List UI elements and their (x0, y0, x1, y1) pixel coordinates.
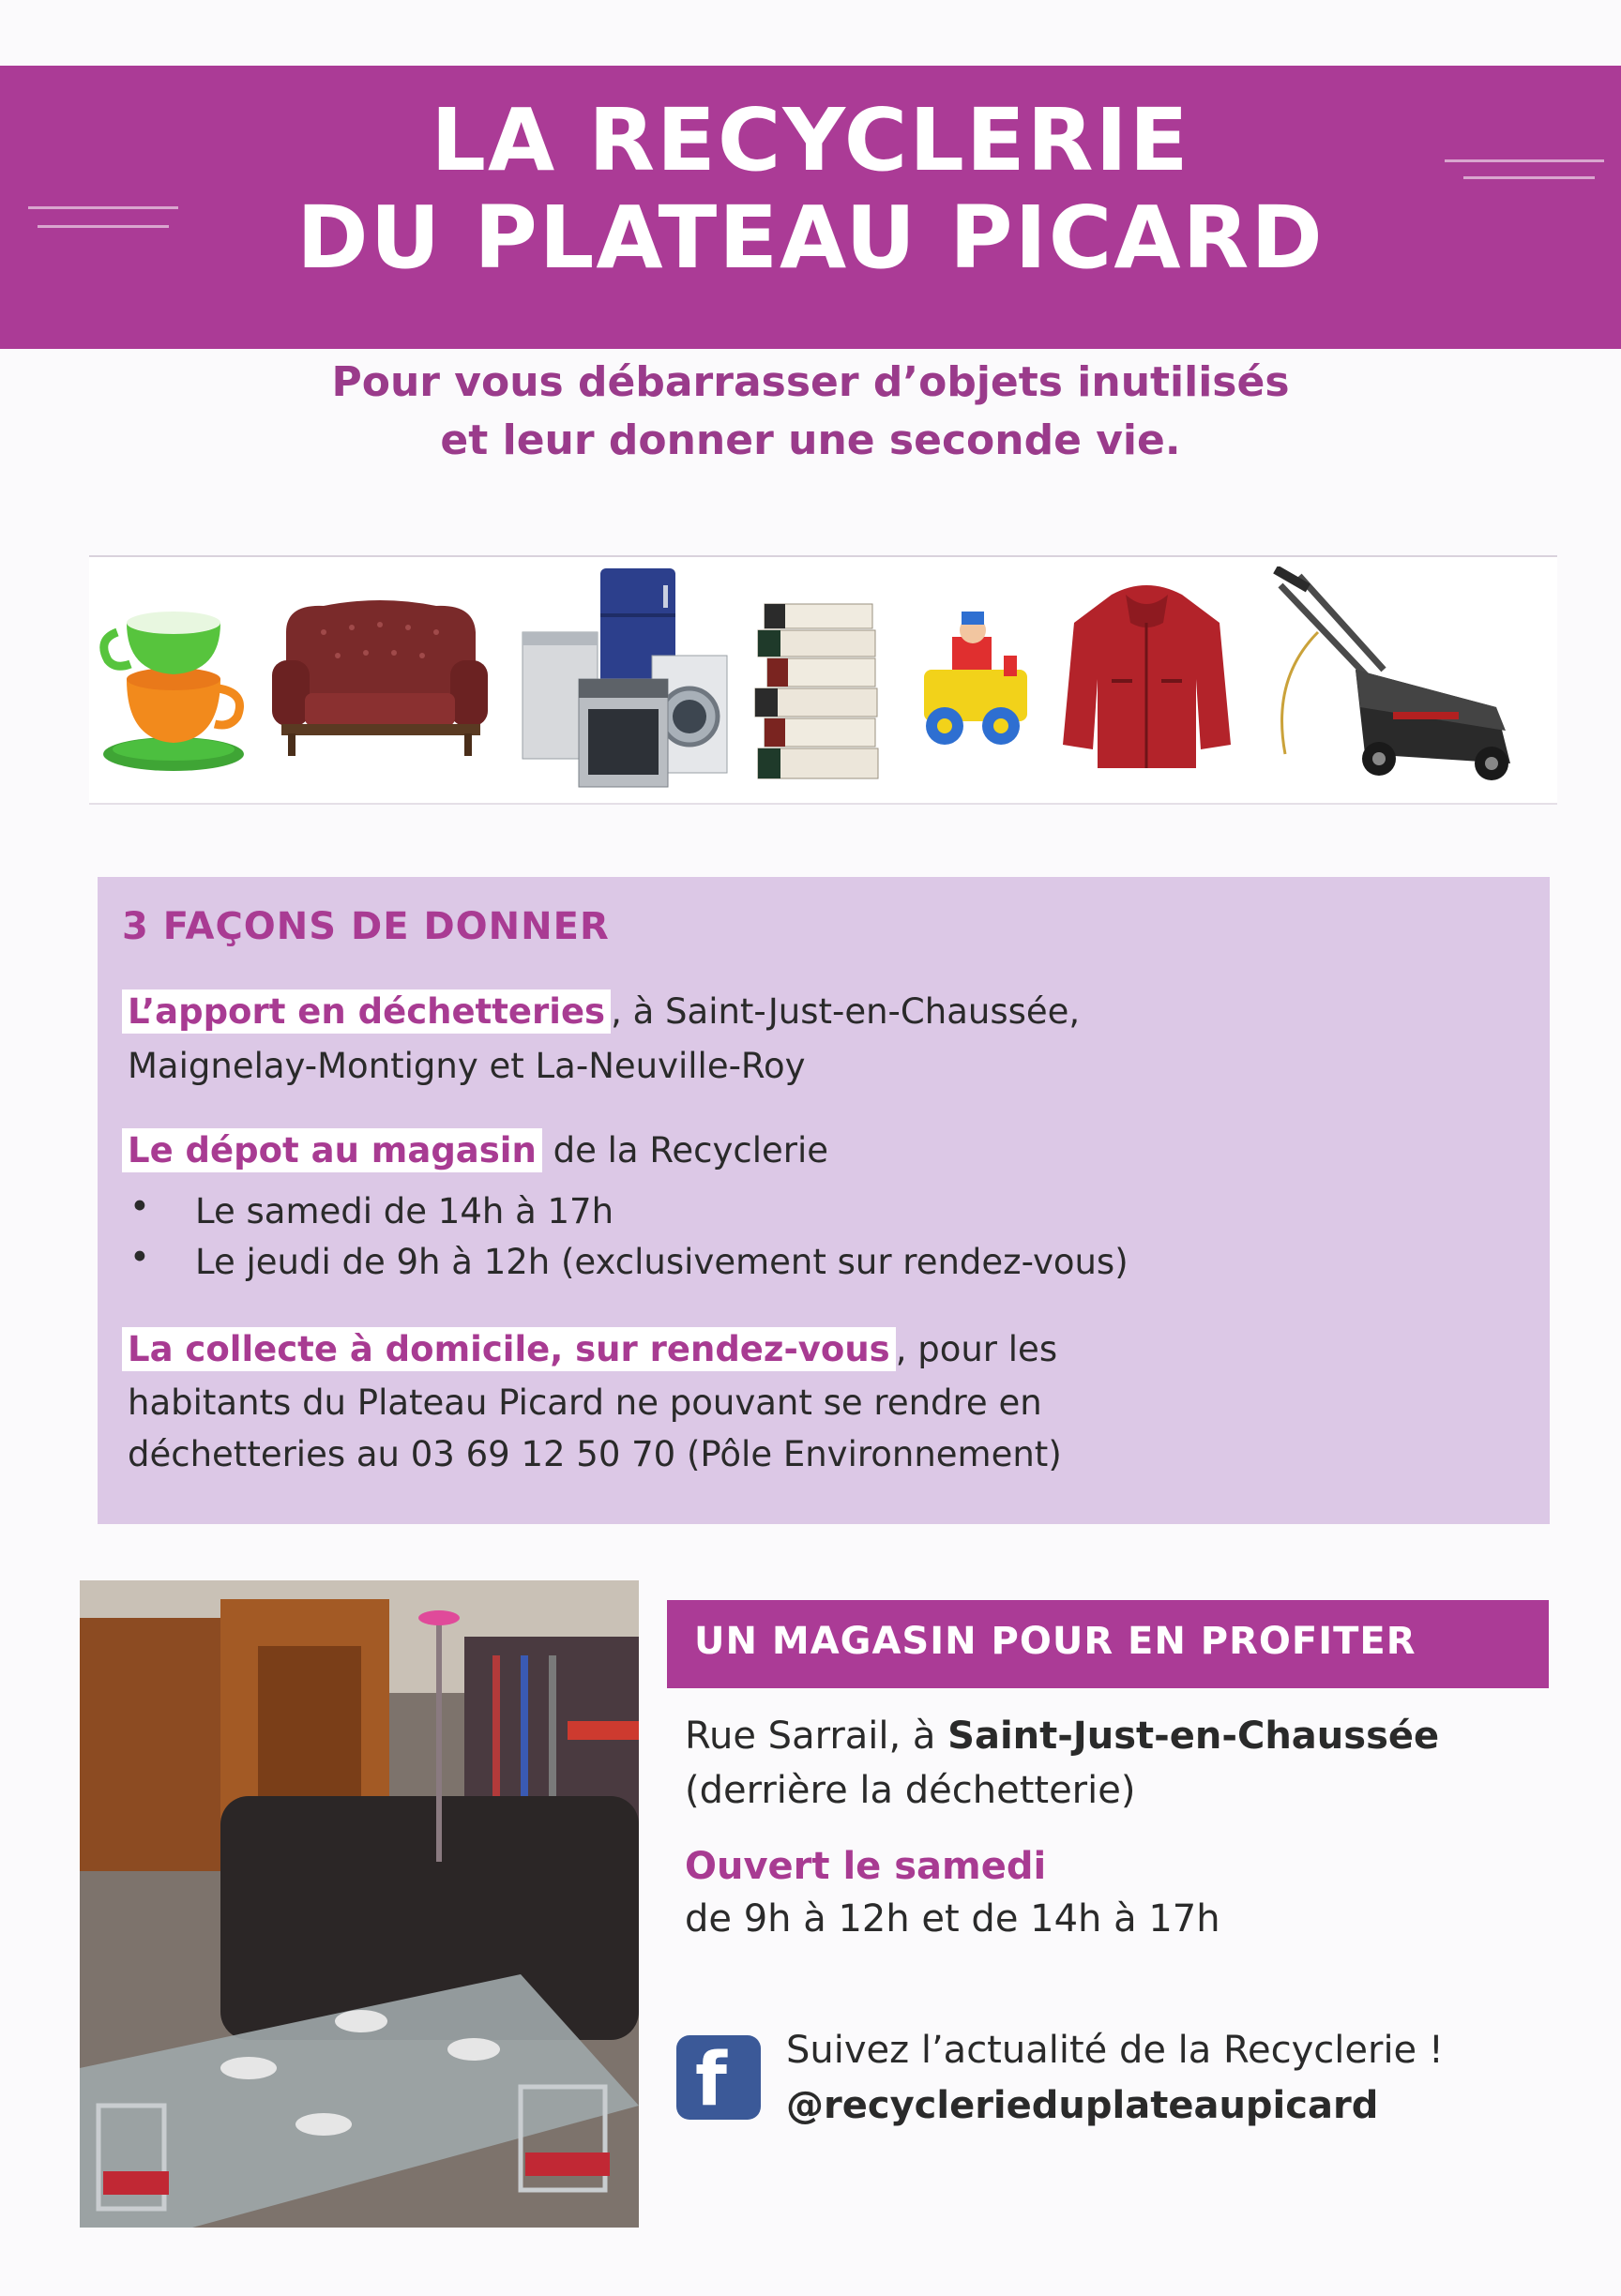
subtitle-line1: Pour vous débarrasser d’objets inutilisés (331, 358, 1290, 406)
subtitle-line2: et leur donner une seconde vie. (440, 416, 1181, 464)
way2-item-1: Le samedi de 14h à 17h (195, 1191, 614, 1231)
social-handle[interactable]: @recyclerieduplateaupicard (786, 2084, 1379, 2127)
shop-photo (80, 1580, 639, 2228)
cups-icon (98, 566, 253, 792)
shop-open-hours: de 9h à 12h et de 14h à 17h (685, 1897, 1220, 1941)
page-title-line1: LA RECYCLERIE (431, 90, 1190, 190)
social-follow-text: Suivez l’actualité de la Recyclerie ! (786, 2029, 1444, 2072)
way3-label: La collecte à domicile, sur rendez-vous (122, 1327, 896, 1371)
toy-train-icon (915, 566, 1037, 792)
jacket-icon (1060, 566, 1234, 792)
way1-text-b: Maignelay-Montigny et La-Neuville-Roy (128, 1046, 806, 1086)
way2-line1 (122, 1128, 828, 1173)
way3-text-c: déchetteries au 03 69 12 50 70 (Pôle Environnement) (128, 1434, 1062, 1474)
way3-text-b: habitants du Plateau Picard ne pouvant se rendre en (128, 1382, 1042, 1423)
way1-line1 (122, 989, 1080, 1035)
way2-text: de la Recyclerie (541, 1130, 829, 1171)
bullet-dot: • (129, 1237, 150, 1277)
bullet-dot: • (129, 1186, 150, 1227)
way1-label: L’apport en déchetteries (122, 989, 611, 1034)
way2-label: Le dépot au magasin (122, 1128, 542, 1172)
facebook-letter: f (695, 2038, 727, 2122)
sofa-icon (267, 566, 492, 792)
facebook-icon[interactable] (676, 2035, 761, 2120)
way2-item-2: Le jeudi de 9h à 12h (exclusivement sur rendez-vous) (195, 1242, 1129, 1282)
way3-text-a: , pour les (895, 1329, 1058, 1369)
appliances-icon (521, 566, 732, 792)
objects-strip (89, 555, 1557, 805)
shop-address-line1 (685, 1714, 1439, 1758)
shop-address-a: Rue Sarrail, à (685, 1714, 948, 1758)
shop-title: UN MAGASIN POUR EN PROFITER (694, 1620, 1416, 1663)
way1-text-a: , à Saint-Just-en-Chaussée, (611, 991, 1081, 1032)
books-icon (750, 566, 886, 792)
shop-open-label: Ouvert le samedi (685, 1845, 1047, 1888)
way3-line1 (122, 1327, 1057, 1372)
donate-title: 3 FAÇONS DE DONNER (122, 905, 610, 948)
shop-address-b: (derrière la déchetterie) (685, 1769, 1136, 1812)
shop-address-city: Saint-Just-en-Chaussée (947, 1714, 1440, 1758)
lawnmower-icon (1262, 566, 1534, 792)
page-title-line2: DU PLATEAU PICARD (296, 188, 1325, 288)
